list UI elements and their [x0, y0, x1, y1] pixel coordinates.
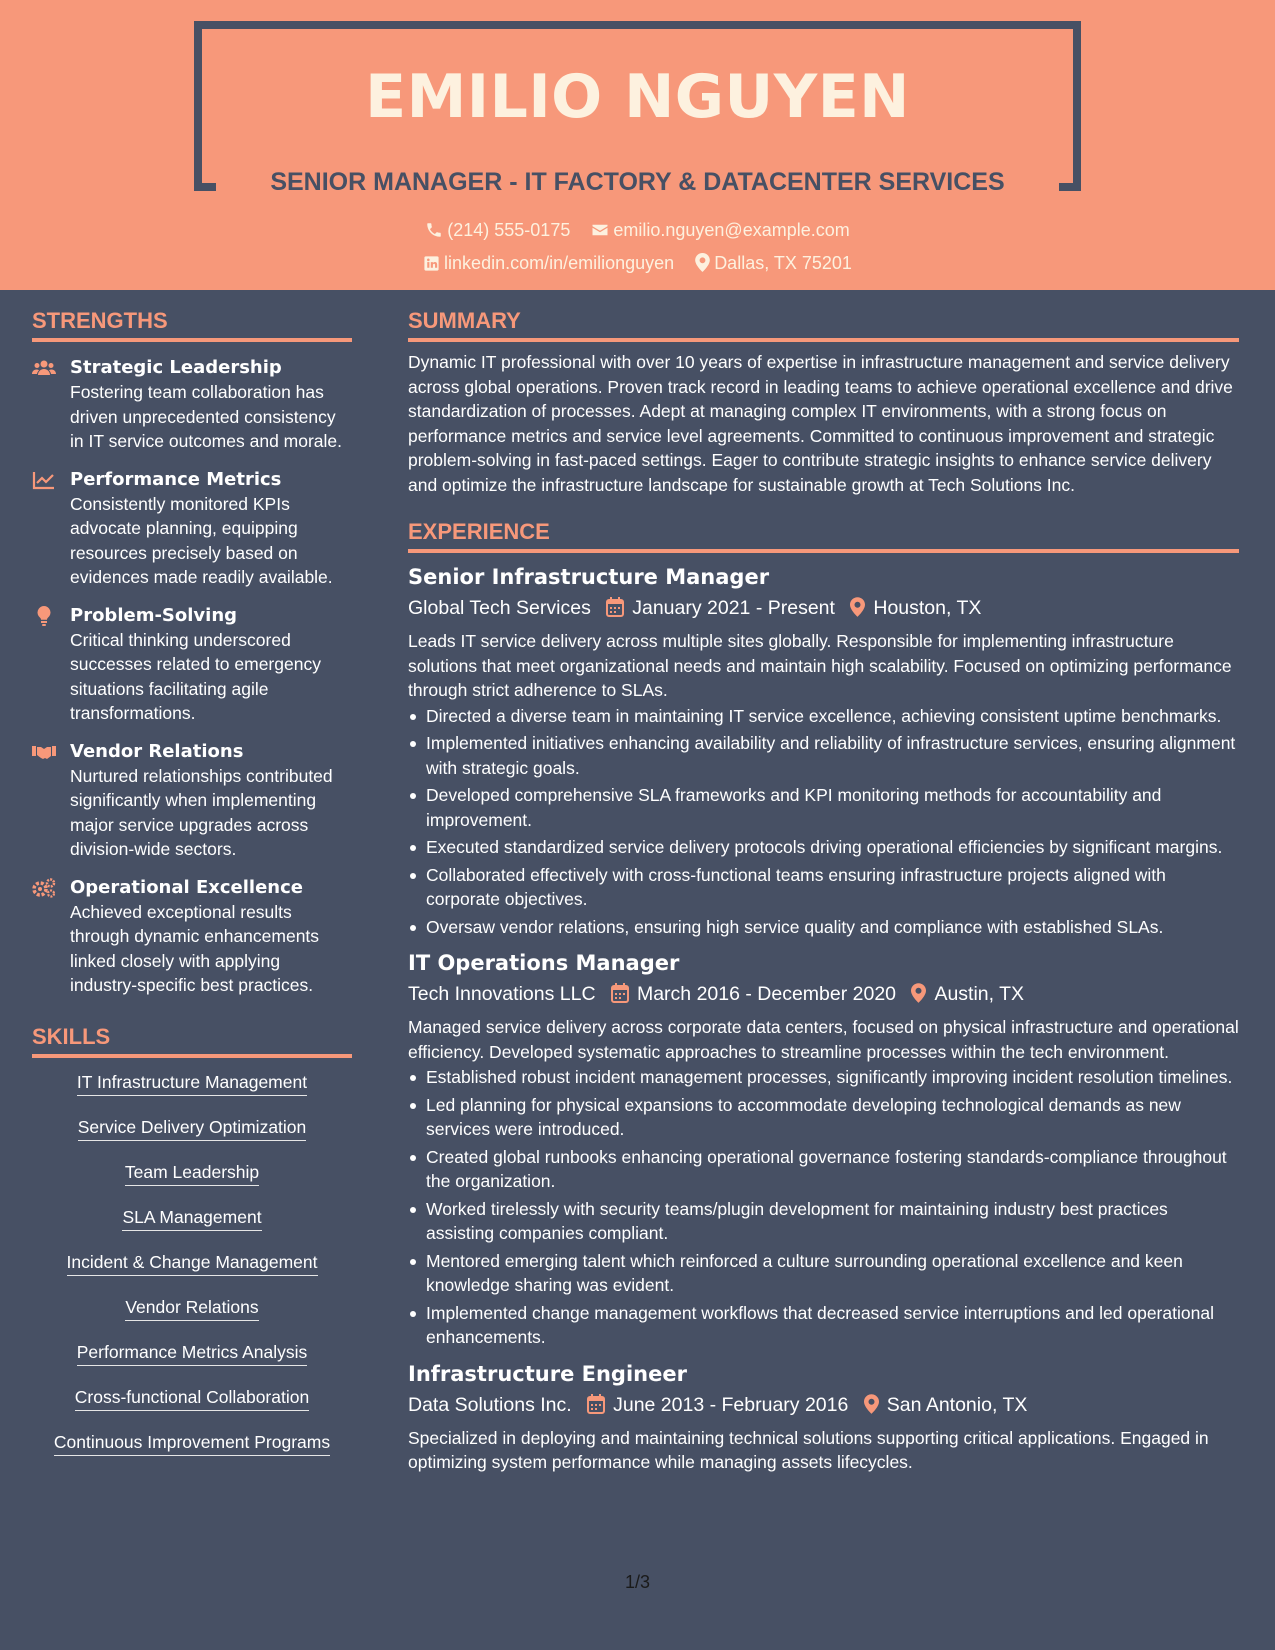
strength-title: Strategic Leadership	[70, 357, 282, 378]
gears-icon	[32, 878, 56, 898]
job-location: Austin, TX	[934, 983, 1025, 1005]
right-column	[408, 290, 1239, 1475]
contact-phone[interactable]	[425, 220, 570, 241]
job-bullet: Oversaw vendor relations, ensuring high service quality and compliance with established SLAs.	[408, 915, 1239, 940]
strength-title: Operational Excellence	[70, 876, 303, 898]
calendar-icon	[587, 1394, 605, 1414]
job-description: Specialized in deploying and maintaining technical solutions supporting critical applications. Engaged in optimizing system performance while managing assets lifecycles.	[408, 1427, 1209, 1472]
job-bullet: Implemented initiatives enhancing availability and reliability of infrastructure services, ensuring alignment with strategic goals.	[408, 731, 1239, 780]
skills-heading: SKILLS	[32, 1006, 352, 1058]
candidate-role: SENIOR MANAGER - IT FACTORY & DATACENTER SERVICES	[270, 168, 1005, 196]
strengths-heading: STRENGTHS	[32, 290, 352, 342]
skill-item: Service Delivery Optimization	[78, 1115, 307, 1141]
resume-header	[0, 0, 1275, 290]
candidate-name: EMILIO NGUYEN	[365, 62, 910, 132]
contact-row-2	[0, 253, 1275, 274]
skill-item: Continuous Improvement Programs	[54, 1430, 330, 1456]
strength-desc: Critical thinking underscored successes related to emergency situations facilitating agile transformations.	[70, 629, 321, 723]
calendar-icon	[611, 983, 629, 1003]
job-entry	[408, 1360, 1239, 1475]
calendar-icon	[606, 597, 624, 617]
job-bullet: Implemented change management workflows that decreased service interruptions and led operational enhancements.	[408, 1301, 1239, 1350]
left-column	[32, 290, 352, 1475]
skill-item: Team Leadership	[125, 1160, 259, 1186]
skills-list	[32, 1070, 352, 1456]
skill-item: Incident & Change Management	[67, 1250, 318, 1276]
job-meta	[408, 594, 1239, 622]
job-dates: January 2021 - Present	[632, 597, 835, 619]
map-pin-icon	[695, 253, 710, 272]
job-company: Data Solutions Inc.	[408, 1393, 572, 1416]
handshake-icon	[32, 742, 56, 762]
strength-item	[32, 604, 352, 726]
map-pin-icon	[850, 597, 865, 617]
strength-desc: Fostering team collaboration has driven unprecedented consistency in IT service outcomes and morale.	[70, 382, 343, 451]
contact-location	[695, 253, 852, 274]
contact-row-1	[0, 220, 1275, 241]
job-bullets	[408, 704, 1239, 940]
skill-item: Cross-functional Collaboration	[75, 1385, 309, 1411]
job-company: Tech Innovations LLC	[408, 983, 596, 1005]
job-title: Infrastructure Engineer	[408, 1361, 687, 1386]
job-description: Managed service delivery across corporate data centers, focused on physical infrastructure and operational efficiency. Developed systematic approaches to streamline processes within the tech environment.	[408, 1017, 1239, 1062]
experience-heading: EXPERIENCE	[408, 501, 1239, 553]
strength-desc: Consistently monitored KPIs advocate planning, equipping resources precisely based on evidences made readily available.	[70, 493, 333, 587]
skill-item: SLA Management	[122, 1205, 261, 1231]
lightbulb-icon	[32, 606, 56, 626]
page-number: 1/3	[624, 1572, 651, 1592]
job-title: Senior Infrastructure Manager	[408, 565, 770, 589]
contact-linkedin[interactable]	[423, 253, 674, 274]
job-bullet: Worked tirelessly with security teams/plugin development for maintaining industry best practices assisting companies compliant.	[408, 1197, 1239, 1246]
contact-email[interactable]	[591, 220, 849, 241]
job-title: IT Operations Manager	[408, 951, 680, 975]
job-entry	[408, 563, 1239, 939]
email-text: emilio.nguyen@example.com	[613, 220, 850, 240]
job-location: San Antonio, TX	[886, 1393, 1028, 1416]
job-company: Global Tech Services	[408, 597, 591, 619]
job-description: Leads IT service delivery across multiple sites globally. Responsible for implementing infrastructure solutions that meet organizational needs and maintain high scalability. Focused on optimizing performance through strict adherence to SLAs.	[408, 631, 1232, 700]
skill-item: Vendor Relations	[125, 1295, 258, 1321]
job-bullet: Mentored emerging talent which reinforced a culture surrounding operational excellence and keen knowledge sharing was evident.	[408, 1249, 1239, 1298]
map-pin-icon	[911, 983, 926, 1003]
skill-item: Performance Metrics Analysis	[77, 1340, 308, 1366]
job-meta	[408, 1391, 1239, 1419]
strength-title: Problem-Solving	[70, 604, 238, 626]
strength-title: Vendor Relations	[70, 740, 244, 762]
job-dates: March 2016 - December 2020	[636, 983, 897, 1005]
linkedin-icon	[423, 255, 440, 272]
job-bullet: Created global runbooks enhancing operational governance fostering standards-compliance throughout the organization.	[408, 1145, 1239, 1194]
location-text: Dallas, TX 75201	[714, 253, 852, 273]
strength-item	[32, 468, 352, 590]
linkedin-text: linkedin.com/in/emilionguyen	[444, 253, 675, 273]
job-location: Houston, TX	[873, 597, 982, 619]
strength-item	[32, 740, 352, 862]
job-entry	[408, 949, 1239, 1350]
phone-icon	[425, 221, 443, 239]
job-bullet: Executed standardized service delivery protocols driving operational efficiencies by significant margins.	[408, 835, 1239, 860]
job-bullet: Led planning for physical expansions to accommodate developing technological demands as new services were introduced.	[408, 1093, 1239, 1142]
job-meta	[408, 980, 1239, 1008]
map-pin-icon	[864, 1394, 879, 1414]
job-bullet: Directed a diverse team in maintaining IT service excellence, achieving consistent uptime benchmarks.	[408, 704, 1239, 729]
job-bullet: Developed comprehensive SLA frameworks and KPI monitoring methods for accountability and improvement.	[408, 783, 1239, 832]
envelope-icon	[591, 221, 609, 239]
strength-item	[32, 356, 352, 454]
strength-desc: Nurtured relationships contributed significantly when implementing major service upgrades across division-wide sectors.	[70, 765, 333, 859]
chart-line-icon	[32, 470, 56, 490]
skill-item: IT Infrastructure Management	[77, 1070, 307, 1096]
job-dates: June 2013 - February 2016	[613, 1393, 849, 1416]
job-bullet: Collaborated effectively with cross-functional teams ensuring infrastructure projects aligned with corporate objectives.	[408, 863, 1239, 912]
summary-text: Dynamic IT professional with over 10 years of expertise in infrastructure management and service delivery across global operations. Proven track record in leading teams to achieve operational excellence and drive standardization of processes. Adept at managing complex IT environments, with a strong focus on performance metrics and service level agreements. Committed to continuous improvement and strategic problem-solving in fast-paced settings. Eager to contribute strategic insights to enhance service delivery and optimize the infrastructure landscape for sustainable growth at Tech Solutions Inc.	[408, 352, 1233, 495]
users-icon	[32, 358, 56, 378]
strength-desc: Achieved exceptional results through dynamic enhancements linked closely with applying industry-specific best practices.	[70, 901, 320, 995]
strength-title: Performance Metrics	[70, 468, 282, 490]
phone-text: (214) 555-0175	[447, 220, 571, 240]
job-bullets	[408, 1065, 1239, 1350]
strength-item	[32, 876, 352, 998]
summary-heading: SUMMARY	[408, 290, 1239, 342]
job-bullet: Established robust incident management processes, significantly improving incident resolution timelines.	[408, 1065, 1239, 1090]
